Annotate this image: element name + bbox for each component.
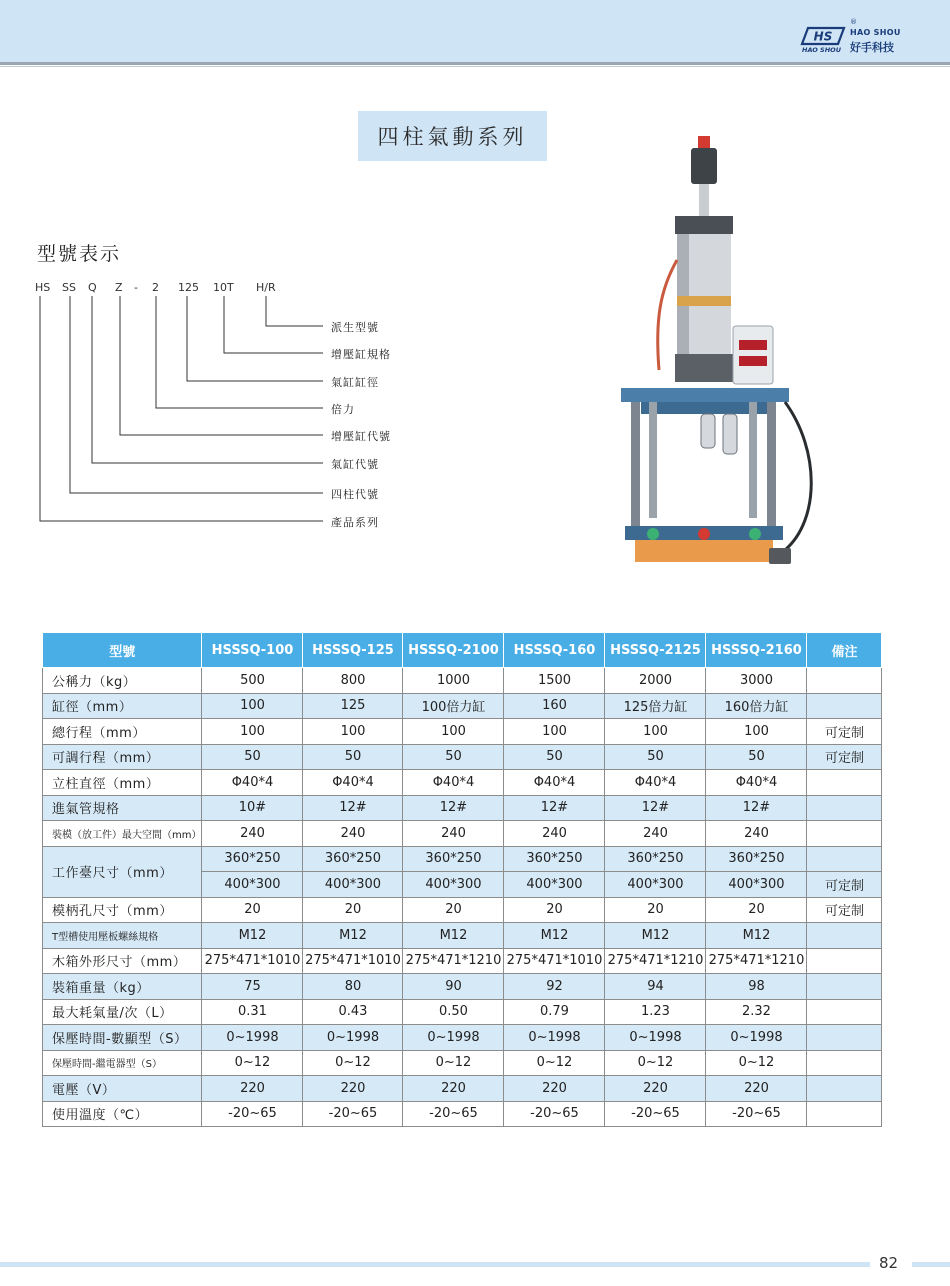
table-cell: 240 [706,821,807,847]
table-row [43,1025,882,1051]
note-cell [807,1050,882,1076]
row-label: 可調行程（mm） [43,744,202,770]
table-cell: 160倍力缸 [706,693,807,719]
brand-logo-mark-icon [800,26,846,46]
table-cell: 240 [504,821,605,847]
row-label: 總行程（mm） [43,719,202,745]
table-row [43,923,882,949]
table-cell: 12# [706,795,807,821]
brand-name-cn: 好手科技 [850,41,894,54]
table-cell: Φ40*4 [403,770,504,796]
table-cell: M12 [706,923,807,949]
spec-table [42,632,882,1127]
table-cell: 0~1998 [403,1025,504,1051]
table-cell: 92 [504,974,605,1000]
table-cell: 500 [202,668,303,694]
table-cell: 275*471*1210 [706,948,807,974]
table-row [43,999,882,1025]
table-cell: 0~12 [403,1050,504,1076]
table-cell: 125 [303,693,403,719]
model-code-part: Z [115,281,123,294]
table-cell: 3000 [706,668,807,694]
table-cell: 94 [605,974,706,1000]
table-cell: 160 [504,693,605,719]
table-cell: -20~65 [403,1101,504,1127]
registered-mark: ® [850,18,857,26]
model-heading: 型號表示 [37,243,122,265]
machine-piston-rod [699,184,709,218]
table-cell: 800 [303,668,403,694]
table-cell: 12# [303,795,403,821]
machine-cylinder-head [675,216,733,234]
row-label: 缸徑（mm） [43,693,202,719]
note-cell: 可定制 [807,744,882,770]
table-cell: 275*471*1210 [605,948,706,974]
machine-base-box [635,540,773,562]
table-cell: 90 [403,974,504,1000]
table-cell: 0~1998 [202,1025,303,1051]
table-cell: 2.32 [706,999,807,1025]
table-cell: 50 [202,744,303,770]
table-cell: 0~12 [303,1050,403,1076]
row-label: 模柄孔尺寸（mm） [43,897,202,923]
table-cell: 240 [202,821,303,847]
table-cell: -20~65 [202,1101,303,1127]
table-cell: 20 [403,897,504,923]
series-title: 四柱氣動系列 [358,111,547,161]
row-label: 立柱直徑（mm） [43,770,202,796]
table-cell: Φ40*4 [706,770,807,796]
table-cell: M12 [504,923,605,949]
table-cell: M12 [403,923,504,949]
table-cell: M12 [605,923,706,949]
table-cell: 20 [202,897,303,923]
table-cell: 220 [504,1076,605,1102]
row-label: 公稱力（kg） [43,668,202,694]
brand-logo [800,18,901,56]
table-cell: 98 [706,974,807,1000]
table-row [43,974,882,1000]
note-cell [807,1101,882,1127]
note-cell: 可定制 [807,719,882,745]
model-legend-label: 增壓缸規格 [331,348,391,361]
row-label: 最大耗氣量/次（L） [43,999,202,1025]
table-cell: 50 [303,744,403,770]
note-cell [807,821,882,847]
table-row [43,846,882,872]
table-cell: Φ40*4 [605,770,706,796]
table-cell: 20 [605,897,706,923]
table-cell: Φ40*4 [504,770,605,796]
table-cell: 10# [202,795,303,821]
model-code-part: H/R [256,281,276,294]
table-row [43,795,882,821]
model-code-part: SS [62,281,76,294]
table-cell: 100 [504,719,605,745]
table-header-cell: HSSSQ-125 [303,633,403,668]
table-cell: 12# [504,795,605,821]
table-header-cell: HSSSQ-2160 [706,633,807,668]
note-cell [807,1076,882,1102]
table-cell: 0~12 [706,1050,807,1076]
machine-button-green [647,528,659,540]
table-cell: M12 [202,923,303,949]
model-legend-label: 四柱代號 [331,488,379,501]
table-cell: 50 [504,744,605,770]
footer-rule [0,1262,870,1267]
note-cell [807,846,882,872]
table-cell: 80 [303,974,403,1000]
table-cell: 100 [303,719,403,745]
table-cell: 20 [504,897,605,923]
table-cell: 0~1998 [706,1025,807,1051]
page-number: 82 [879,1254,899,1272]
note-cell [807,948,882,974]
table-cell: 0~12 [504,1050,605,1076]
table-cell: 1.23 [605,999,706,1025]
table-cell: 220 [605,1076,706,1102]
table-cell: 400*300 [403,872,504,898]
machine-button-red [698,528,710,540]
table-cell: 0~1998 [504,1025,605,1051]
model-legend-label: 倍力 [331,403,355,416]
table-header-cell: HSSSQ-100 [202,633,303,668]
table-cell: 0~1998 [605,1025,706,1051]
note-cell [807,795,882,821]
model-code-part: 125 [178,281,199,294]
machine-top-plate [621,388,789,402]
table-cell: Φ40*4 [202,770,303,796]
table-cell: 220 [706,1076,807,1102]
table-cell: 0.50 [403,999,504,1025]
model-code-part: 2 [152,281,159,294]
table-cell: 360*250 [202,846,303,872]
table-cell: 2000 [605,668,706,694]
table-cell: 0.31 [202,999,303,1025]
row-label: 裝模（放工件）最大空間（mm） [43,821,202,847]
table-row [43,1101,882,1127]
row-label: 木箱外形尺寸（mm） [43,948,202,974]
model-code-diagram [0,0,340,540]
table-cell: 100倍力缸 [403,693,504,719]
table-cell: 240 [605,821,706,847]
table-cell: -20~65 [303,1101,403,1127]
table-cell: 220 [303,1076,403,1102]
row-label: 保壓時間-繼電器型（S） [43,1050,202,1076]
row-label: 裝箱重量（kg） [43,974,202,1000]
row-label: 工作臺尺寸（mm） [43,846,202,897]
table-cell: 400*300 [504,872,605,898]
model-legend-label: 增壓缸代號 [331,430,391,443]
table-cell: 100 [403,719,504,745]
machine-top-cap [698,136,710,150]
table-cell: 50 [403,744,504,770]
table-cell: 220 [202,1076,303,1102]
note-cell [807,974,882,1000]
table-cell: 360*250 [403,846,504,872]
model-legend-label: 氣缸代號 [331,458,379,471]
footer-rule-right [912,1262,950,1267]
model-code-part: - [134,281,138,294]
row-label: 進氣管規格 [43,795,202,821]
table-cell: 50 [605,744,706,770]
table-cell: 1000 [403,668,504,694]
table-cell: 275*471*1010 [303,948,403,974]
table-cell: 12# [403,795,504,821]
row-label: 使用溫度（℃） [43,1101,202,1127]
note-cell [807,923,882,949]
brand-name-en: HAO SHOU [850,28,901,37]
table-cell: -20~65 [605,1101,706,1127]
table-row [43,948,882,974]
table-row [43,770,882,796]
table-cell: 75 [202,974,303,1000]
table-header-cell: HSSSQ-2125 [605,633,706,668]
row-label: 保壓時間-數顯型（S） [43,1025,202,1051]
table-cell: 50 [706,744,807,770]
table-cell: 0.43 [303,999,403,1025]
table-header-cell: HSSSQ-2100 [403,633,504,668]
model-code-part: 10T [213,281,234,294]
table-header-cell: 型號 [43,633,202,668]
table-row [43,821,882,847]
model-legend-label: 派生型號 [331,321,379,334]
table-cell: 100 [605,719,706,745]
table-cell: 0~1998 [303,1025,403,1051]
note-cell [807,693,882,719]
table-cell: 220 [403,1076,504,1102]
note-cell: 可定制 [807,897,882,923]
table-row [43,668,882,694]
model-legend-label: 氣缸缸徑 [331,376,379,389]
table-cell: 0~12 [202,1050,303,1076]
model-code-part: HS [35,281,51,294]
press-machine-image [605,130,825,580]
table-cell: 0.79 [504,999,605,1025]
table-cell: 240 [403,821,504,847]
machine-cylinder-band [677,296,731,306]
model-legend-label: 產品系列 [331,516,379,529]
machine-button-green [749,528,761,540]
table-cell: 240 [303,821,403,847]
table-row [43,1050,882,1076]
table-row [43,719,882,745]
table-cell: 360*250 [706,846,807,872]
table-cell: M12 [303,923,403,949]
row-label: 電壓（V） [43,1076,202,1102]
machine-valve [691,148,717,184]
table-cell: 12# [605,795,706,821]
table-cell: 0~12 [605,1050,706,1076]
note-cell [807,1025,882,1051]
table-cell: 20 [303,897,403,923]
machine-column [767,402,776,528]
table-row [43,1076,882,1102]
table-cell: 360*250 [504,846,605,872]
table-cell: 275*471*1010 [202,948,303,974]
table-cell: 20 [706,897,807,923]
note-cell [807,999,882,1025]
table-cell: 400*300 [605,872,706,898]
note-cell: 可定制 [807,872,882,898]
table-cell: 360*250 [303,846,403,872]
machine-column [631,402,640,528]
table-cell: 100 [706,719,807,745]
row-label: T型槽使用壓板螺絲規格 [43,923,202,949]
table-row [43,744,882,770]
table-row [43,693,882,719]
table-cell: 400*300 [706,872,807,898]
table-header-row [43,633,882,668]
brand-logo-letters: HS [813,29,833,44]
brand-name-en-sub: HAO SHOU [802,46,841,54]
table-cell: 400*300 [202,872,303,898]
table-cell: 275*471*1210 [403,948,504,974]
note-cell [807,668,882,694]
table-cell: 100 [202,719,303,745]
table-header-cell: 備注 [807,633,882,668]
table-cell: 400*300 [303,872,403,898]
table-header-cell: HSSSQ-160 [504,633,605,668]
machine-control-box [733,326,773,384]
model-code-part: Q [88,281,97,294]
table-cell: 125倍力缸 [605,693,706,719]
table-cell: 100 [202,693,303,719]
table-cell: 1500 [504,668,605,694]
table-cell: 275*471*1010 [504,948,605,974]
table-cell: Φ40*4 [303,770,403,796]
note-cell [807,770,882,796]
table-cell: -20~65 [706,1101,807,1127]
table-cell: 360*250 [605,846,706,872]
table-cell: -20~65 [504,1101,605,1127]
table-row [43,897,882,923]
